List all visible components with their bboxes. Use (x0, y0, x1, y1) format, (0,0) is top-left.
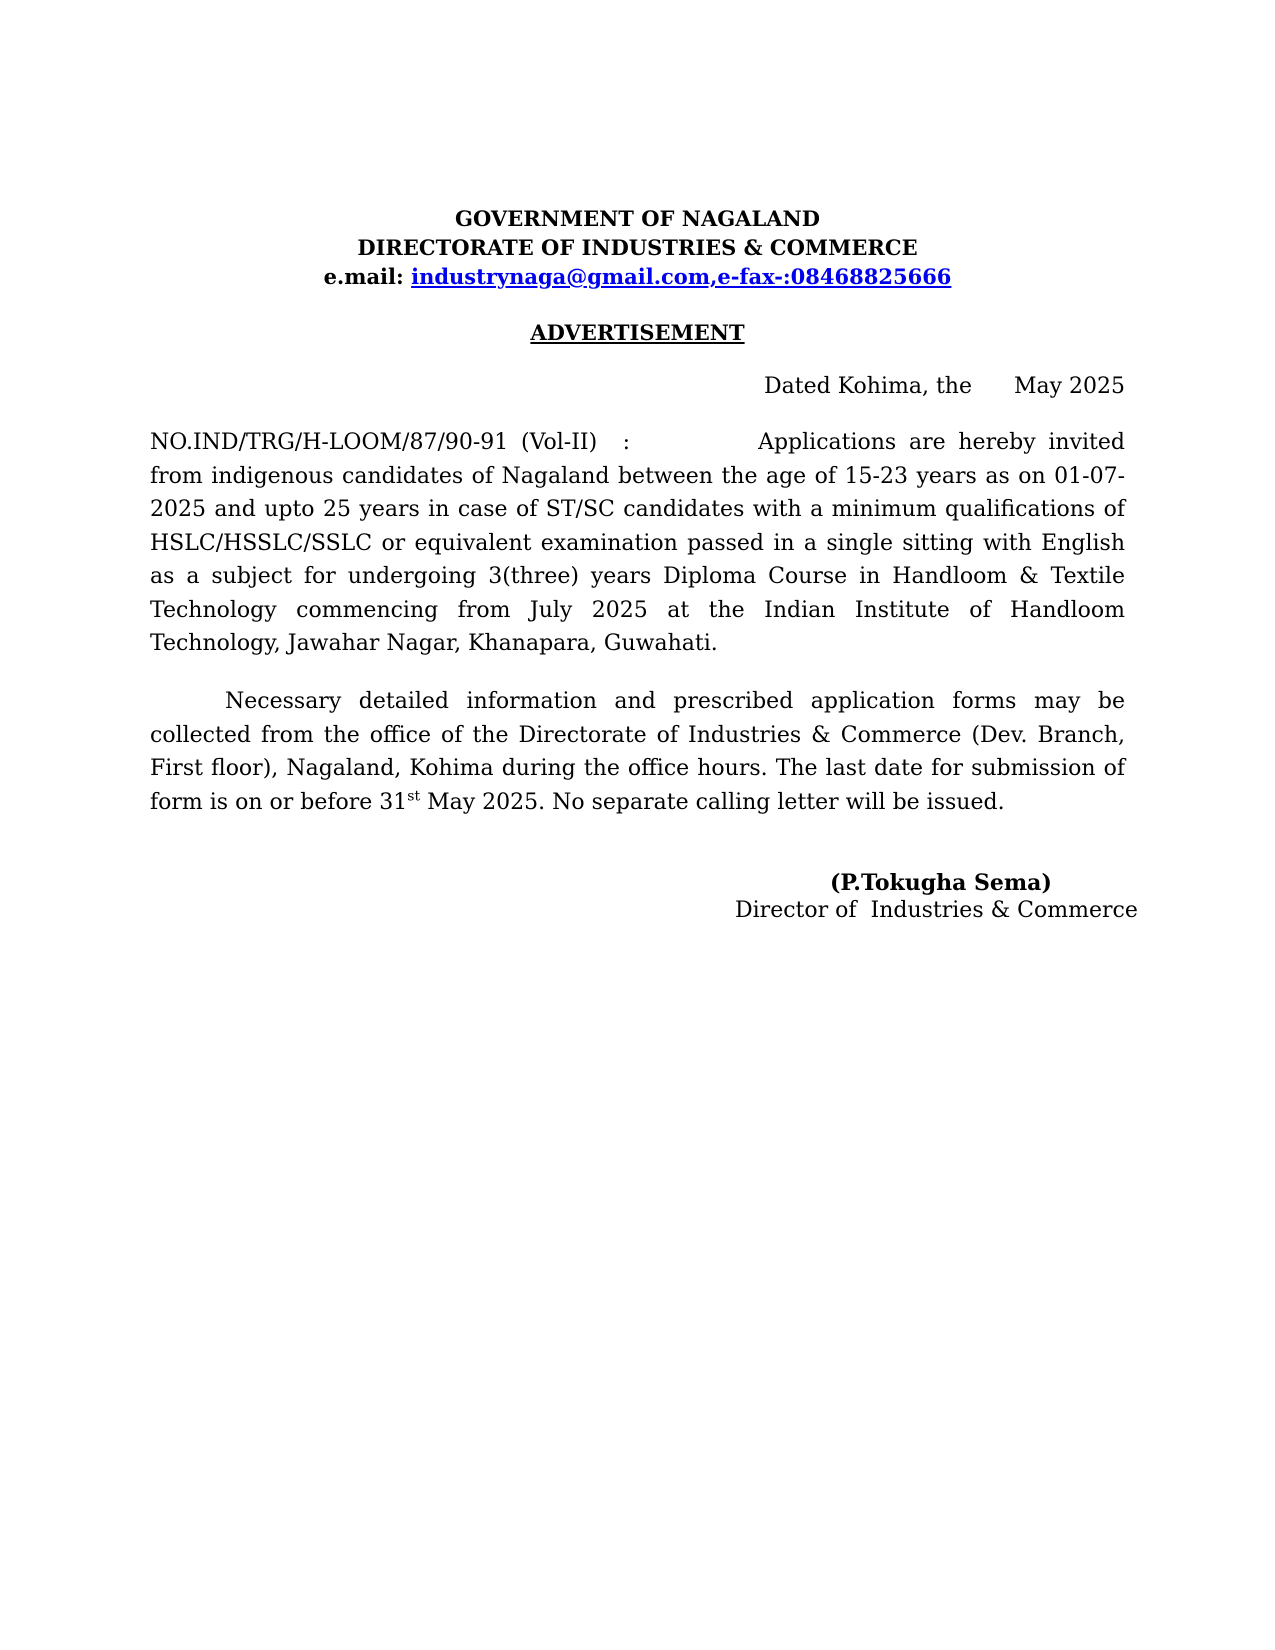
information-text-end: May 2025. No separate calling letter will be issued. (420, 789, 1005, 815)
signatory-designation: Director of Industries & Commerce (735, 898, 1138, 923)
paragraph-information (150, 685, 1125, 819)
paragraph-applications (150, 426, 1125, 661)
email-link[interactable]: industrynaga@gmail.com,e-fax-:08468825666 (411, 264, 952, 289)
dated-line: Dated Kohima, the May 2025 (764, 374, 1125, 399)
letterhead (150, 204, 1125, 291)
signatory-name: (P.Tokugha Sema) (830, 870, 1052, 896)
advertisement-title: ADVERTISEMENT (530, 320, 745, 345)
reference-number: NO.IND/TRG/H-LOOM/87/90-91 (Vol-II) : (150, 430, 631, 455)
signature-block (700, 870, 1200, 923)
date-superscript: st (407, 788, 421, 805)
government-name: GOVERNMENT OF NAGALAND (455, 206, 820, 231)
directorate-name: DIRECTORATE OF INDUSTRIES & COMMERCE (357, 235, 918, 260)
applications-text: Applications are hereby invited from indigenous candidates of Nagaland between the age of 15-23 years as on 01-07-2025 and upto 25 years in case of ST/SC candidates with a minimum qualifications of HSLC/HSSLC/SSLC or equivalent examination passed in a single sitting with English as a subject for undergoing 3(three) years Diploma Course in Handloom & Textile Technology commencing from July 2025 at the Indian Institute of Handloom Technology, Jawahar Nagar, Khanapara, Guwahati. (150, 430, 1125, 656)
information-text: Necessary detailed information and prescribed application forms may be collected from the office of the Directorate of Industries & Commerce (Dev. Branch, First floor), Nagaland, Kohima during the office hours. The last date for submission of form is on or before 31 (150, 689, 1125, 815)
email-label: e.mail: (323, 264, 412, 289)
contact-line (150, 262, 1125, 291)
